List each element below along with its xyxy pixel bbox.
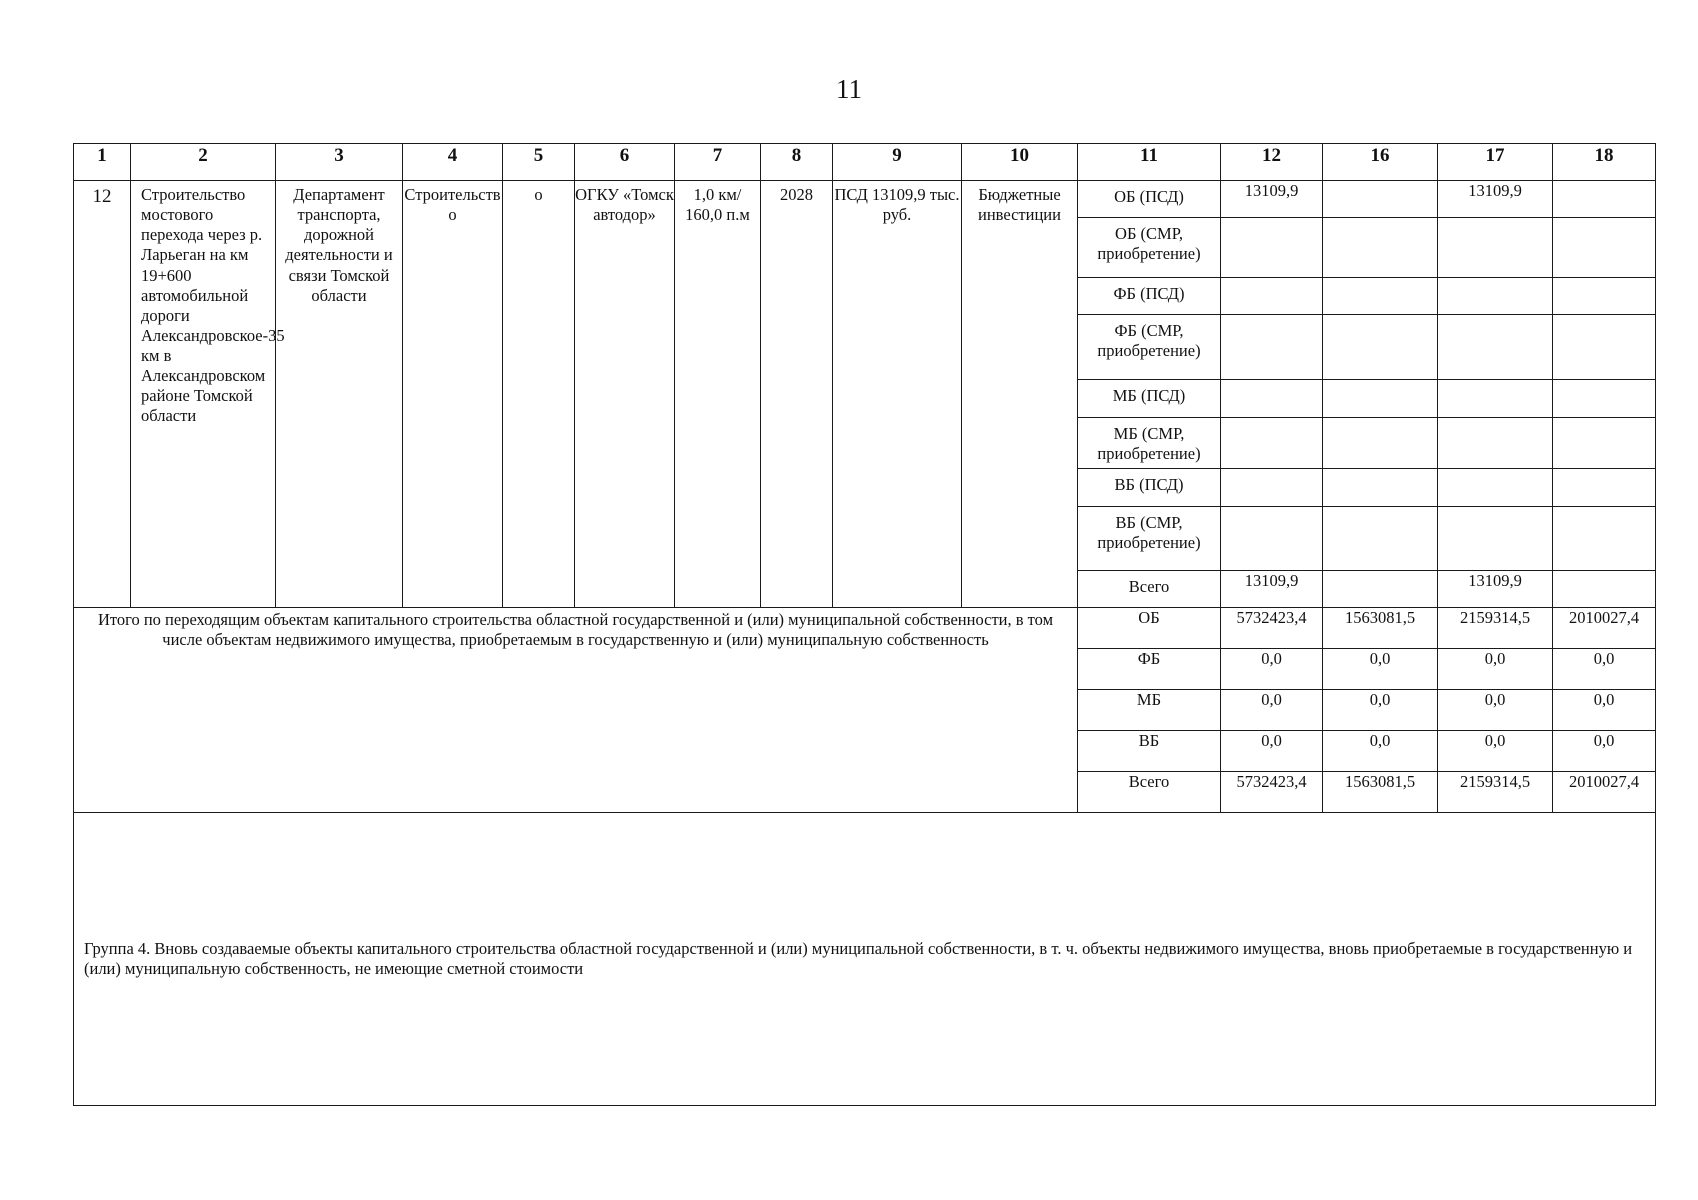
source-value-12 — [1221, 469, 1323, 507]
totals-value-17: 0,0 — [1438, 690, 1553, 731]
totals-value-16: 1563081,5 — [1323, 608, 1438, 649]
source-value-16 — [1323, 418, 1438, 469]
source-value-16 — [1323, 469, 1438, 507]
column-header: 3 — [276, 144, 403, 181]
totals-value-16: 1563081,5 — [1323, 772, 1438, 813]
column-header: 9 — [833, 144, 962, 181]
totals-row — [74, 608, 1656, 649]
object-col5: о — [503, 181, 575, 608]
totals-source-label: ФБ — [1078, 649, 1221, 690]
object-number: 12 — [74, 181, 131, 608]
source-value-18 — [1553, 315, 1656, 380]
source-value-17: 13109,9 — [1438, 571, 1553, 608]
object-customer: ОГКУ «Томскавтодор» — [575, 181, 675, 608]
investment-table — [73, 143, 1656, 1106]
source-value-17 — [1438, 418, 1553, 469]
column-header: 5 — [503, 144, 575, 181]
totals-value-17: 2159314,5 — [1438, 772, 1553, 813]
totals-source-label: МБ — [1078, 690, 1221, 731]
totals-value-12: 0,0 — [1221, 731, 1323, 772]
totals-source-label: ОБ — [1078, 608, 1221, 649]
column-header: 12 — [1221, 144, 1323, 181]
object-cost: ПСД 13109,9 тыс. руб. — [833, 181, 962, 608]
column-header: 8 — [761, 144, 833, 181]
source-value-16 — [1323, 218, 1438, 278]
source-label: ОБ (СМР, приобретение) — [1078, 218, 1221, 278]
totals-value-17: 0,0 — [1438, 649, 1553, 690]
source-value-17 — [1438, 278, 1553, 315]
source-value-12 — [1221, 380, 1323, 418]
source-value-12 — [1221, 315, 1323, 380]
source-value-16 — [1323, 507, 1438, 571]
source-value-17 — [1438, 469, 1553, 507]
source-value-18 — [1553, 571, 1656, 608]
totals-label: Итого по переходящим объектам капитального строительства областной государственной и (или) муниципальной собственности, в том числе объектам недвижимого имущества, приобретаемым в государственную и (или) муниципальную собственность — [74, 608, 1078, 813]
totals-source-label: ВБ — [1078, 731, 1221, 772]
group-4-heading: Группа 4. Вновь создаваемые объекты капитального строительства областной государственной и (или) муниципальной собственности, в т. ч. объекты недвижимого имущества, вновь приобретаемые в государственную и (или) муниципальную собственность, не имеющие сметной стоимости — [74, 813, 1656, 1106]
object-name: Строительство мостового перехода через р. Ларьеган на км 19+600 автомобильной дороги Александровское-35 км в Александровском районе Томской области — [131, 181, 276, 608]
column-header: 17 — [1438, 144, 1553, 181]
column-header-row — [74, 144, 1656, 181]
column-header: 2 — [131, 144, 276, 181]
source-value-12 — [1221, 507, 1323, 571]
object-department: Департамент транспорта, дорожной деятельности и связи Томской области — [276, 181, 403, 608]
totals-value-12: 5732423,4 — [1221, 608, 1323, 649]
totals-value-12: 0,0 — [1221, 690, 1323, 731]
source-value-17 — [1438, 315, 1553, 380]
totals-value-18: 0,0 — [1553, 649, 1656, 690]
source-value-18 — [1553, 380, 1656, 418]
object-capacity: 1,0 км/ 160,0 п.м — [675, 181, 761, 608]
source-label: МБ (СМР, приобретение) — [1078, 418, 1221, 469]
source-value-18 — [1553, 469, 1656, 507]
table-row — [74, 181, 1656, 218]
source-value-17 — [1438, 380, 1553, 418]
source-value-18 — [1553, 507, 1656, 571]
totals-value-17: 2159314,5 — [1438, 608, 1553, 649]
source-value-18 — [1553, 278, 1656, 315]
totals-value-17: 0,0 — [1438, 731, 1553, 772]
totals-value-12: 5732423,4 — [1221, 772, 1323, 813]
group-row — [74, 813, 1656, 1106]
source-label: ВБ (ПСД) — [1078, 469, 1221, 507]
page-number: 11 — [836, 74, 862, 104]
object-work-type: Строительство — [403, 181, 503, 608]
source-value-16 — [1323, 571, 1438, 608]
source-value-16 — [1323, 315, 1438, 380]
source-label: МБ (ПСД) — [1078, 380, 1221, 418]
column-header: 11 — [1078, 144, 1221, 181]
source-value-16 — [1323, 278, 1438, 315]
source-value-16 — [1323, 181, 1438, 218]
object-year: 2028 — [761, 181, 833, 608]
totals-value-16: 0,0 — [1323, 731, 1438, 772]
source-label: Всего — [1078, 571, 1221, 608]
source-value-17: 13109,9 — [1438, 181, 1553, 218]
source-value-12 — [1221, 418, 1323, 469]
column-header: 7 — [675, 144, 761, 181]
totals-value-18: 2010027,4 — [1553, 772, 1656, 813]
column-header: 1 — [74, 144, 131, 181]
source-label: ВБ (СМР, приобретение) — [1078, 507, 1221, 571]
column-header: 4 — [403, 144, 503, 181]
object-funding-form: Бюджетные инвестиции — [962, 181, 1078, 608]
column-header: 6 — [575, 144, 675, 181]
source-value-12 — [1221, 218, 1323, 278]
source-value-12: 13109,9 — [1221, 181, 1323, 218]
source-label: ФБ (ПСД) — [1078, 278, 1221, 315]
column-header: 10 — [962, 144, 1078, 181]
source-label: ФБ (СМР, приобретение) — [1078, 315, 1221, 380]
totals-source-label: Всего — [1078, 772, 1221, 813]
totals-value-16: 0,0 — [1323, 690, 1438, 731]
source-value-12: 13109,9 — [1221, 571, 1323, 608]
totals-value-16: 0,0 — [1323, 649, 1438, 690]
source-value-16 — [1323, 380, 1438, 418]
totals-value-18: 0,0 — [1553, 690, 1656, 731]
source-value-18 — [1553, 218, 1656, 278]
totals-value-18: 2010027,4 — [1553, 608, 1656, 649]
source-value-17 — [1438, 507, 1553, 571]
source-value-12 — [1221, 278, 1323, 315]
totals-value-18: 0,0 — [1553, 731, 1656, 772]
source-value-17 — [1438, 218, 1553, 278]
source-value-18 — [1553, 181, 1656, 218]
source-label: ОБ (ПСД) — [1078, 181, 1221, 218]
source-value-18 — [1553, 418, 1656, 469]
column-header: 16 — [1323, 144, 1438, 181]
column-header: 18 — [1553, 144, 1656, 181]
totals-value-12: 0,0 — [1221, 649, 1323, 690]
